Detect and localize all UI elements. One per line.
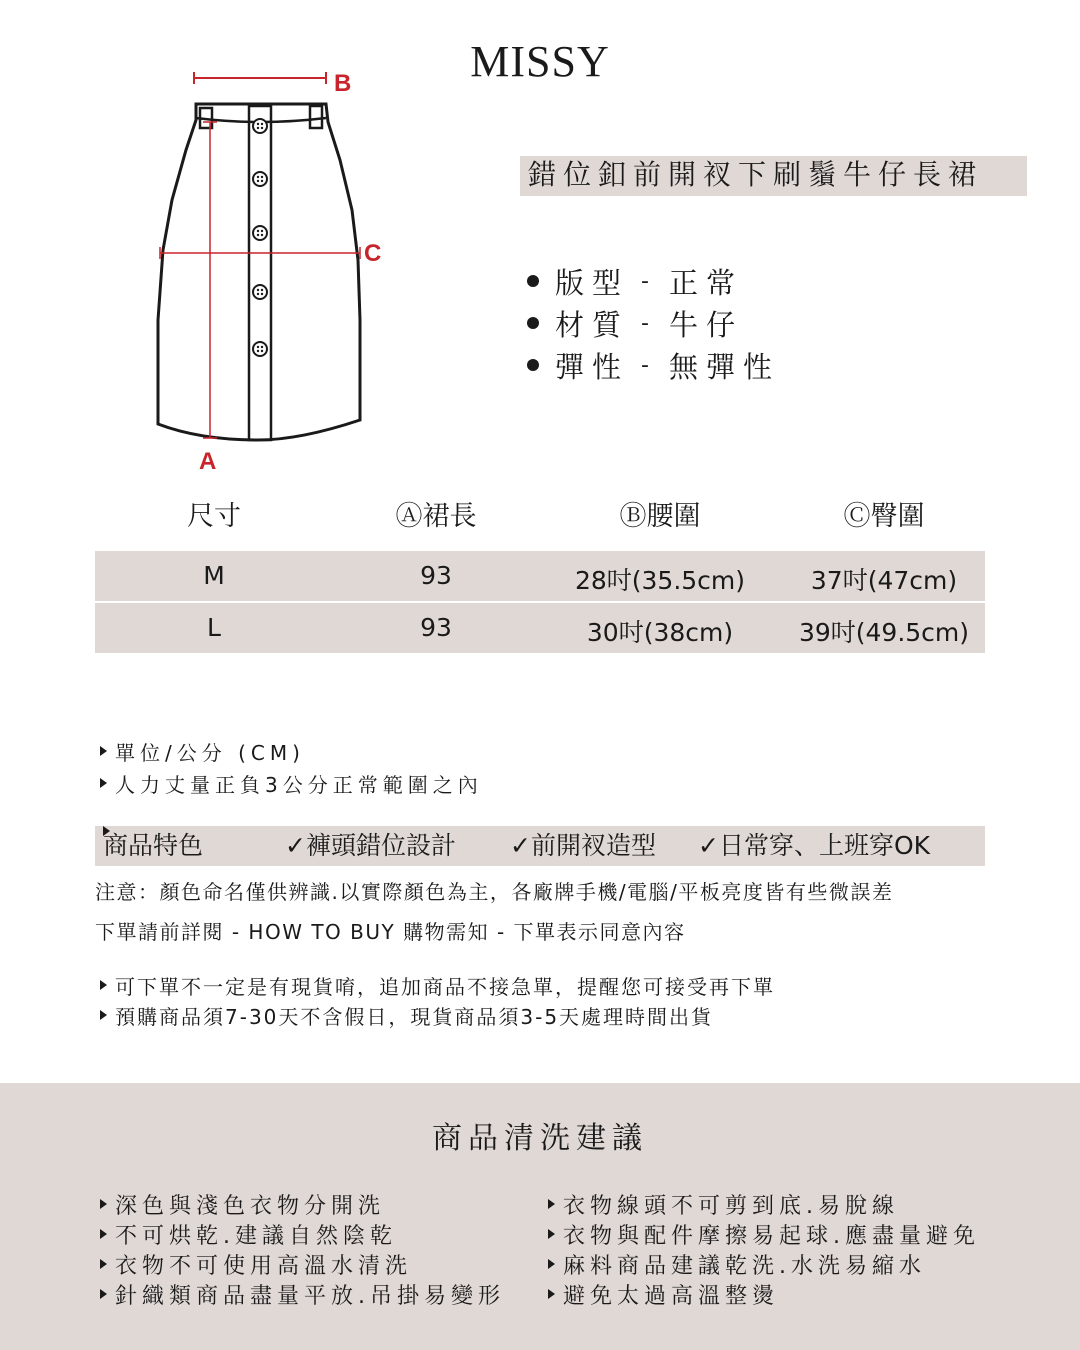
header-size: 尺寸	[187, 501, 241, 532]
note-item	[100, 735, 483, 767]
care-item	[548, 1279, 980, 1309]
cell-waist: 30吋(38cm)	[586, 618, 734, 647]
care-item	[548, 1219, 980, 1249]
triangle-bullet-icon	[100, 1199, 107, 1209]
feature-bar-item: ✓日常穿、上班穿OK	[698, 831, 931, 860]
feature-bar-title: 商品特色	[103, 831, 204, 860]
triangle-bullet-icon	[100, 778, 107, 788]
care-item	[548, 1249, 980, 1279]
skirt-diagram	[150, 60, 390, 480]
care-text: 衣物線頭不可剪到底.易脫線	[563, 1193, 899, 1219]
care-text: 針織類商品盡量平放.吊掛易變形	[115, 1283, 505, 1309]
care-title: 商品清洗建議	[432, 1121, 648, 1156]
feature-item	[527, 344, 780, 386]
cell-length: 93	[420, 561, 452, 590]
care-text: 麻料商品建議乾洗.水洗易縮水	[563, 1253, 926, 1279]
care-item	[100, 1189, 505, 1219]
feature-bar	[95, 826, 985, 866]
feature-value: 牛仔	[668, 307, 743, 342]
triangle-bullet-icon	[548, 1229, 555, 1239]
note-item	[100, 767, 483, 799]
header-waist: Ⓑ腰圍	[619, 501, 701, 532]
order-note-item	[100, 970, 775, 1000]
product-title: 錯位釦前開衩下刷鬚牛仔長裙	[520, 156, 1027, 196]
cell-size: L	[207, 613, 221, 642]
care-item	[100, 1249, 505, 1279]
measure-notes	[100, 735, 483, 799]
feature-label: 版型	[555, 265, 630, 300]
triangle-bullet-icon	[548, 1289, 555, 1299]
care-text: 不可烘乾.建議自然陰乾	[115, 1223, 397, 1249]
label-a: A	[199, 448, 217, 475]
care-list-left	[100, 1189, 505, 1309]
feature-value: 無彈性	[668, 349, 780, 384]
feature-value: 正常	[668, 265, 743, 300]
table-row	[95, 551, 985, 601]
feature-separator: -	[641, 352, 657, 378]
bullet-icon	[527, 275, 539, 287]
feature-label: 彈性	[555, 349, 630, 384]
care-list-right	[548, 1189, 980, 1309]
triangle-bullet-icon	[100, 1289, 107, 1299]
label-b: B	[334, 70, 352, 97]
brand-logo: MISSY	[470, 37, 610, 86]
care-text: 衣物與配件摩擦易起球.應盡量避免	[563, 1223, 980, 1249]
care-item	[548, 1189, 980, 1219]
bullet-icon	[527, 317, 539, 329]
feature-item	[527, 302, 780, 344]
feature-bar-item: ✓褲頭錯位設計	[285, 831, 456, 860]
care-text: 避免太過高溫整燙	[563, 1283, 780, 1309]
care-section	[0, 1083, 1080, 1350]
cell-hip: 39吋(49.5cm)	[798, 618, 970, 647]
triangle-bullet-icon	[100, 1010, 107, 1020]
order-note-item	[100, 1000, 775, 1030]
triangle-bullet-icon	[100, 746, 107, 756]
cell-length: 93	[420, 613, 452, 642]
feature-item	[527, 260, 780, 302]
order-note-text: 預購商品須7-30天不含假日，現貨商品須3-5天處理時間出貨	[115, 1004, 714, 1029]
care-text: 衣物不可使用高溫水清洗	[115, 1253, 413, 1279]
size-table-header	[95, 494, 985, 530]
table-row	[95, 603, 985, 653]
feature-separator: -	[641, 310, 657, 336]
purchase-notice: 下單請前詳閱 - HOW TO BUY 購物需知 - 下單表示同意內容	[95, 920, 686, 944]
cell-hip: 37吋(47cm)	[810, 566, 958, 595]
triangle-bullet-icon	[100, 1259, 107, 1269]
header-length: Ⓐ裙長	[395, 501, 477, 532]
note-text: 單位/公分 (CM)	[115, 740, 305, 765]
feature-label: 材質	[555, 307, 630, 342]
feature-list	[527, 260, 780, 386]
triangle-bullet-icon	[100, 980, 107, 990]
triangle-bullet-icon	[548, 1259, 555, 1269]
order-note-text: 可下單不一定是有現貨唷，追加商品不接急單，提醒您可接受再下單	[115, 974, 775, 999]
triangle-bullet-icon	[100, 1229, 107, 1239]
bullet-icon	[527, 359, 539, 371]
feature-separator: -	[641, 268, 657, 294]
order-notes	[100, 970, 775, 1030]
feature-bar-item: ✓前開衩造型	[510, 831, 656, 860]
care-item	[100, 1279, 505, 1309]
care-text: 深色與淺色衣物分開洗	[115, 1193, 386, 1219]
triangle-bullet-icon	[548, 1199, 555, 1209]
cell-size: M	[203, 561, 225, 590]
care-item	[100, 1219, 505, 1249]
note-text: 人力丈量正負3公分正常範圍之內	[115, 772, 483, 797]
label-c: C	[364, 240, 382, 267]
color-notice: 注意：顏色命名僅供辨識.以實際顏色為主，各廠牌手機/電腦/平板亮度皆有些微誤差	[95, 880, 894, 904]
cell-waist: 28吋(35.5cm)	[574, 566, 746, 595]
header-hip: Ⓒ臀圍	[843, 501, 925, 532]
